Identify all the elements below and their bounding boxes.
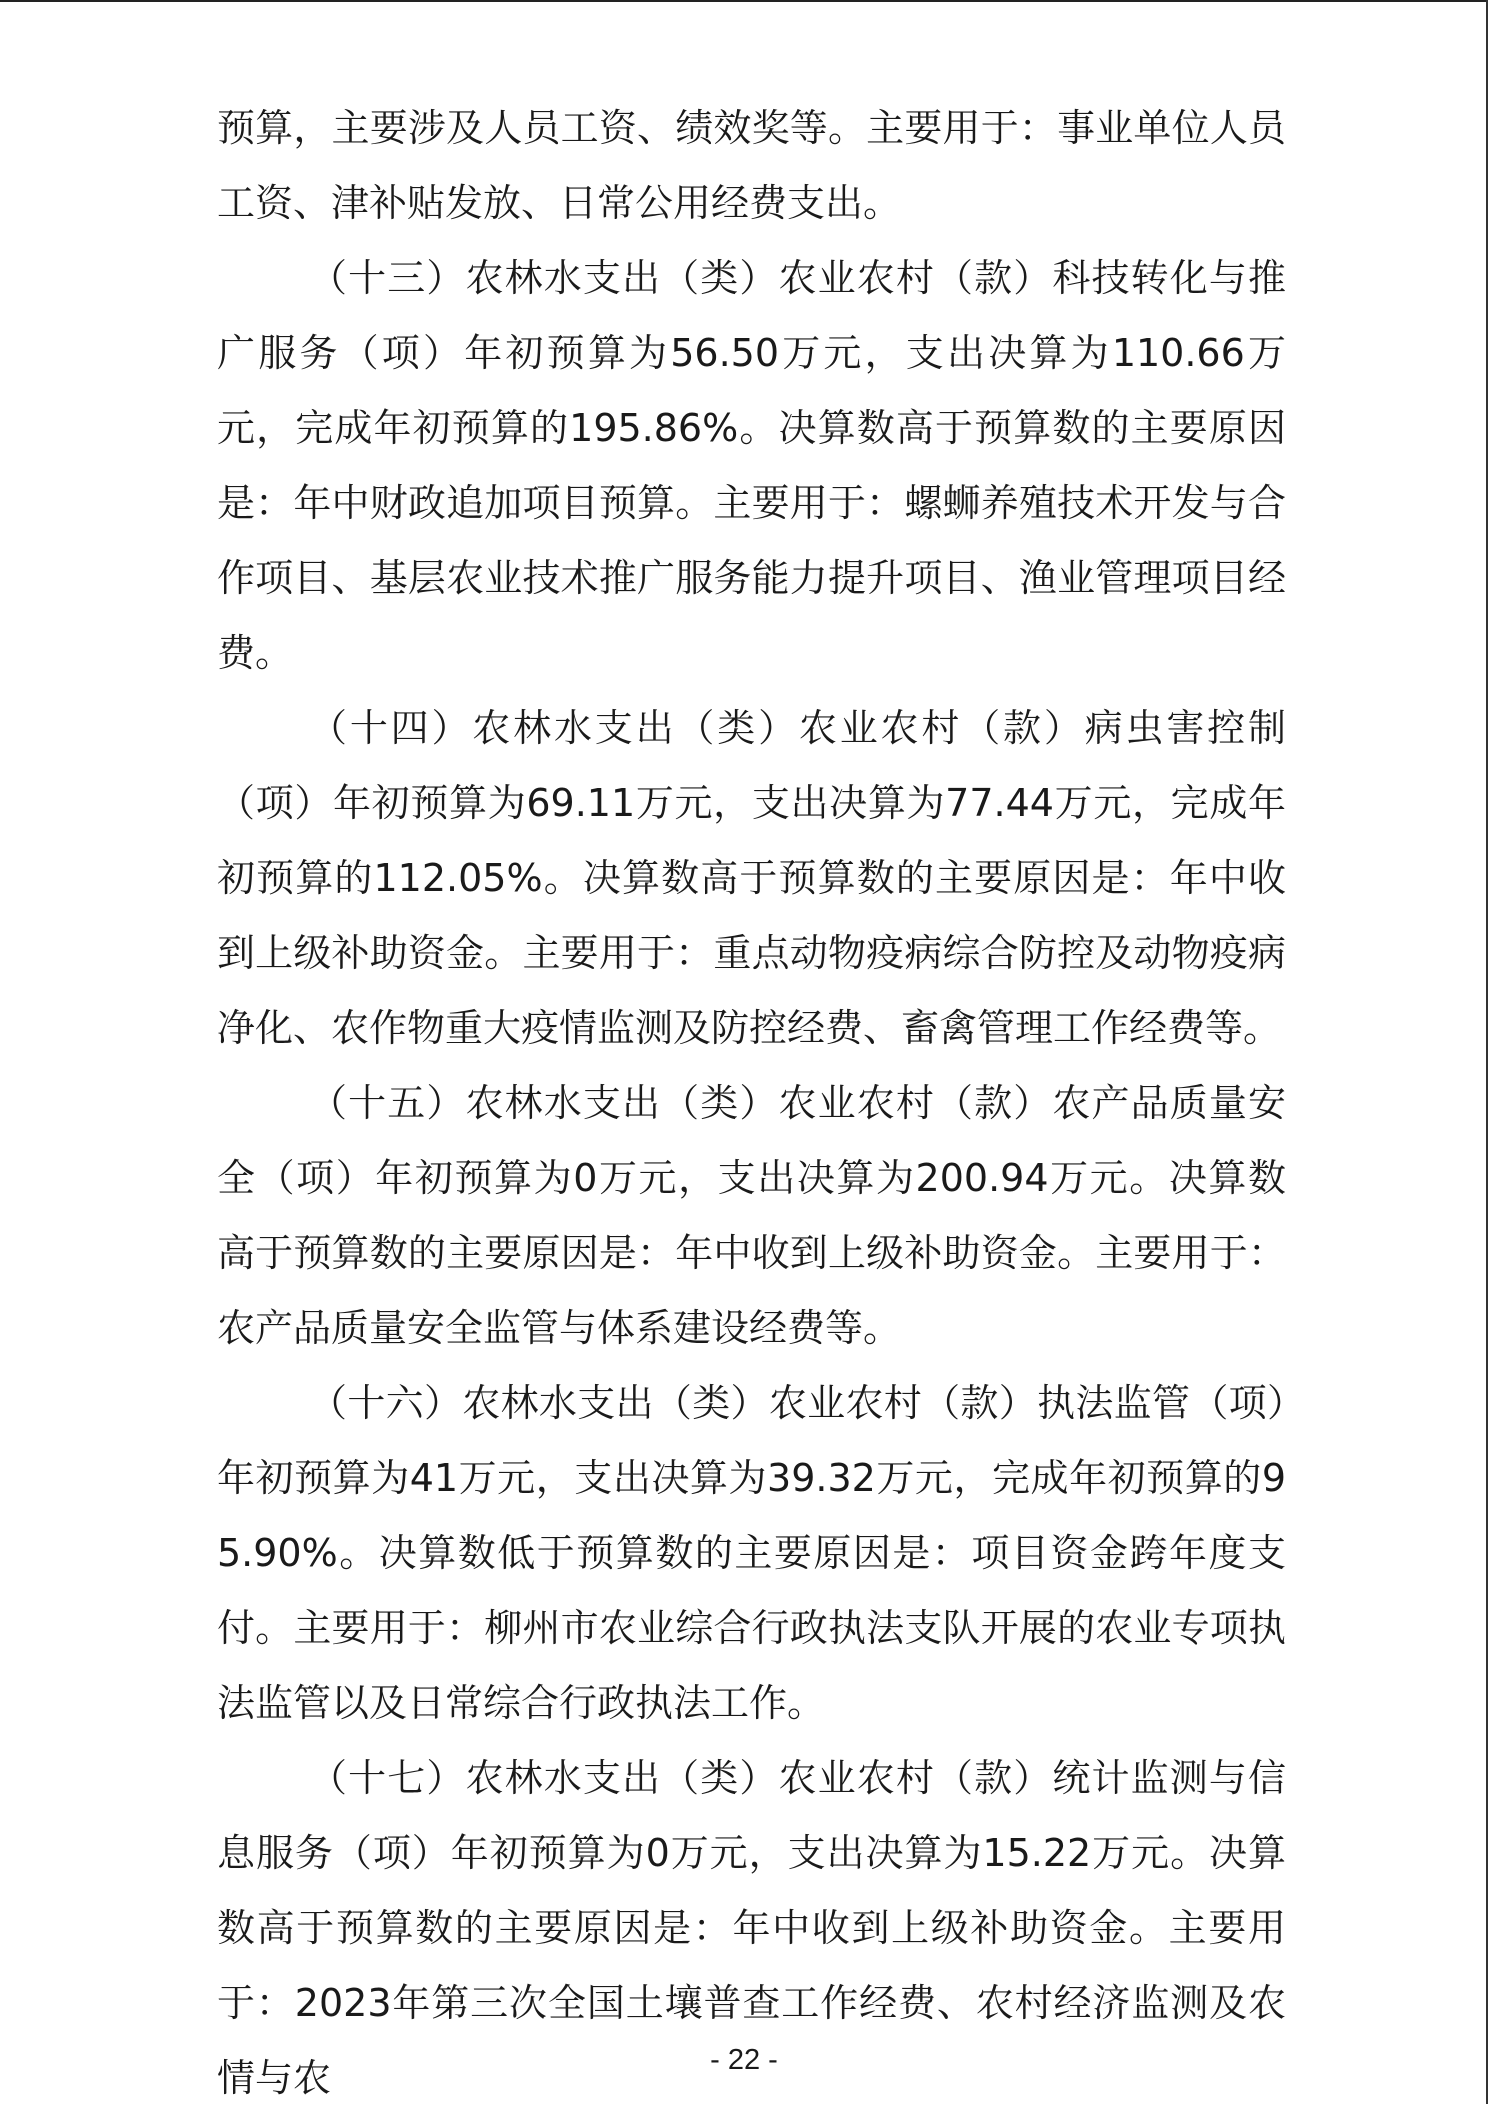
paragraph-item-14: （十四）农林水支出（类）农业农村（款）病虫害控制（项）年初预算为69.11万元，支出决算为77.44万元，完成年初预算的112.05%。决算数高于预算数的主要原因是：年中收到上级补助资金。主要用于：重点动物疫病综合防控及动物疫病净化、农作物重大疫情监测及防控经费、畜禽管理工作经费等。 xyxy=(217,706,1286,1050)
paragraph-continuation: 预算，主要涉及人员工资、绩效奖等。主要用于：事业单位人员工资、津补贴发放、日常公用经费支出。 xyxy=(217,106,1286,225)
paragraph-item-13: （十三）农林水支出（类）农业农村（款）科技转化与推广服务（项）年初预算为56.50万元，支出决算为110.66万元，完成年初预算的195.86%。决算数高于预算数的主要原因是：年中财政追加项目预算。主要用于：螺蛳养殖技术开发与合作项目、基层农业技术推广服务能力提升项目、渔业管理项目经费。 xyxy=(217,256,1286,675)
document-body xyxy=(217,91,1286,2116)
page-top-border xyxy=(0,0,1488,2)
page-number: - 22 - xyxy=(710,2044,778,2076)
paragraph-item-17: （十七）农林水支出（类）农业农村（款）统计监测与信息服务（项）年初预算为0万元，支出决算为15.22万元。决算数高于预算数的主要原因是：年中收到上级补助资金。主要用于：2023年第三次全国土壤普查工作经费、农村经济监测及农情与农 xyxy=(217,1756,1286,2100)
paragraph-item-16: （十六）农林水支出（类）农业农村（款）执法监管（项）年初预算为41万元，支出决算为39.32万元，完成年初预算的95.90%。决算数低于预算数的主要原因是：项目资金跨年度支付。主要用于：柳州市农业综合行政执法支队开展的农业专项执法监管以及日常综合行政执法工作。 xyxy=(217,1381,1286,1725)
paragraph-item-15: （十五）农林水支出（类）农业农村（款）农产品质量安全（项）年初预算为0万元，支出决算为200.94万元。决算数高于预算数的主要原因是：年中收到上级补助资金。主要用于：农产品质量安全监管与体系建设经费等。 xyxy=(217,1081,1286,1350)
